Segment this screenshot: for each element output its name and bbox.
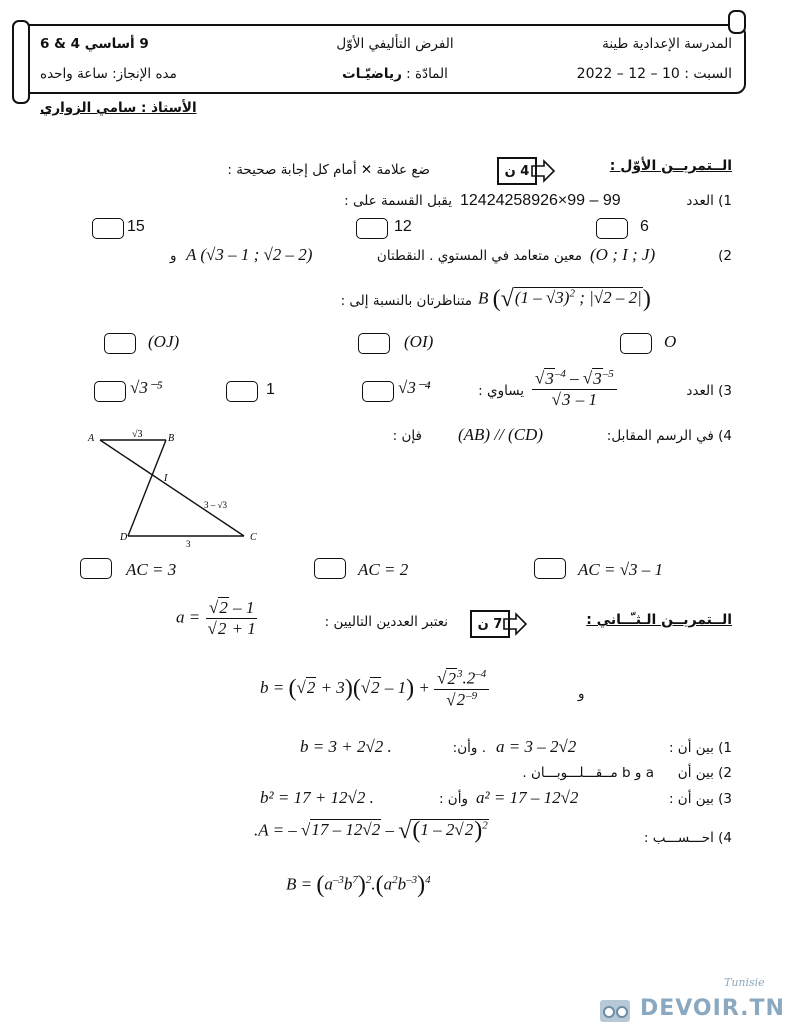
- header-box: [20, 24, 746, 94]
- q1-option-12: 12: [394, 218, 412, 235]
- ex2-and: و: [578, 686, 585, 702]
- q2-point-b: B (√(1 – √3)$^2$ ; |√2 – 2|): [478, 286, 651, 312]
- q2-option-o: O: [664, 332, 677, 351]
- item-3-mid: وأن :: [438, 791, 468, 807]
- item-2-text: a و b مــقـــلـــوبـــان .: [522, 765, 654, 781]
- q3-label: 3) العدد: [686, 383, 732, 399]
- q1-tail: يقبل القسمة على :: [344, 193, 452, 209]
- item-3-b: b² = 17 + 12√2 .: [260, 788, 374, 807]
- q4-option-1: AC = √3 – 1: [578, 560, 664, 579]
- def-b: b = (√2 + 3)(√2 – 1) + $\frac{√2^3.2^{-4}}{√2^{-9}}$: [260, 668, 489, 710]
- subject-name: رياضيّـات: [342, 66, 402, 82]
- q4-then: فإن :: [392, 428, 422, 444]
- item-1-a: a = 3 – 2√2: [496, 737, 577, 756]
- exercise-1-points: 4 ن: [497, 157, 537, 185]
- q2-label: 2): [718, 248, 732, 264]
- q3-fraction: $\frac{√3^{-4} - √3^{-5}}{√3 - 1}$: [532, 368, 617, 410]
- item-2-label: 2) بين أن: [677, 765, 732, 781]
- segment-ac: [100, 440, 244, 536]
- label-ab-length: √3: [132, 429, 143, 440]
- expr-a: .A = – √17 – 12√2 – √(1 – 2√2)$^2$: [254, 818, 488, 844]
- q2-option-o-checkbox[interactable]: [620, 333, 652, 354]
- q3-option-3: √3⁻⁵: [130, 378, 163, 397]
- subject-line: [300, 66, 490, 82]
- subject-label: المادّة :: [406, 66, 448, 82]
- q2-option-oj-checkbox[interactable]: [104, 333, 136, 354]
- q4-figure: [86, 424, 276, 548]
- exercise-2-intro: نعتبر العددين التاليين :: [324, 614, 448, 630]
- item-3-label: 3) بين أن :: [668, 791, 732, 807]
- q3-option-1: √3⁻⁴: [398, 378, 431, 397]
- label-a: A: [88, 433, 95, 444]
- class-level: 9 أساسي 4 & 6: [40, 36, 149, 52]
- q3-option-1-checkbox[interactable]: [362, 381, 394, 402]
- q3-equals: يساوي :: [478, 383, 524, 399]
- exercise-1-title: الــتمريــن الأوّل :: [609, 158, 732, 174]
- expr-b: $B = (a^{-3}b^7)^2.(a^2b^{-3})^4$: [286, 872, 431, 898]
- q3-option-3-checkbox[interactable]: [94, 381, 126, 402]
- item-1-b: b = 3 + 2√2 .: [300, 737, 392, 756]
- def-a: a = $\frac{√2 - 1}{√2 + 1}$: [176, 598, 256, 638]
- q1-label: 1) العدد: [686, 193, 732, 209]
- exercise-1-instruction: ضع علامة ✕ أمام كل إجابة صحيحة :: [227, 162, 430, 178]
- q2-point-a: A (√3 – 1 ; √2 – 2): [186, 245, 313, 264]
- segment-bd: [128, 440, 166, 536]
- q2-option-oi-checkbox[interactable]: [358, 333, 390, 354]
- devoir-logo-text: DEVOIR.TN: [640, 996, 785, 1021]
- exam-duration: مده الإنجاز: ساعة واحده: [40, 66, 177, 82]
- q2-option-oj: (OJ): [148, 332, 180, 351]
- item-4-label: 4) احـــســـب :: [643, 830, 732, 846]
- q1-option-6-checkbox[interactable]: [596, 218, 628, 239]
- q2-text: معين متعامد في المستوي . النقطتان: [376, 248, 582, 264]
- q3-option-2: 1: [266, 381, 275, 398]
- label-b: B: [168, 433, 175, 444]
- exam-date: السبت : 10 – 12 – 2022: [576, 66, 732, 82]
- exercise-2-points: 7 ن: [470, 610, 510, 638]
- devoir-logo-tag: Tunisie: [724, 976, 765, 989]
- scroll-ornament-left: [12, 20, 30, 104]
- q2-option-oi: (OI): [404, 332, 434, 351]
- label-d: D: [120, 532, 128, 543]
- q1-option-12-checkbox[interactable]: [356, 218, 388, 239]
- arrow-icon: [530, 160, 556, 182]
- teacher-name: الأستاذ : سامي الزواري: [40, 100, 197, 116]
- q1-option-6: 6: [640, 218, 649, 235]
- arrow-icon: [502, 613, 528, 635]
- item-1-label: 1) بين أن :: [668, 740, 732, 756]
- q4-option-2-checkbox[interactable]: [314, 558, 346, 579]
- q4-condition: (AB) // (CD): [458, 425, 543, 444]
- q4-label: 4) في الرسم المقابل:: [606, 428, 732, 444]
- q2-frame: (O ; I ; J): [590, 245, 656, 264]
- q1-option-15: 15: [127, 218, 145, 235]
- q4-option-3-checkbox[interactable]: [80, 558, 112, 579]
- q1-option-15-checkbox[interactable]: [92, 218, 124, 239]
- q2-and: و: [170, 248, 177, 264]
- q1-expression: 12424258926×99 – 99: [460, 192, 621, 209]
- item-3-a: a² = 17 – 12√2: [476, 788, 579, 807]
- q4-option-1-checkbox[interactable]: [534, 558, 566, 579]
- q4-option-3: AC = 3: [126, 560, 177, 579]
- label-ic-length: 3 – √3: [204, 500, 227, 510]
- scroll-ornament-right: [728, 10, 746, 34]
- q4-option-2: AC = 2: [358, 560, 409, 579]
- q2-text-2: متناظرتان بالنسبة إلى :: [340, 293, 472, 309]
- q3-option-2-checkbox[interactable]: [226, 381, 258, 402]
- label-c: C: [250, 532, 257, 543]
- label-dc-length: 3: [186, 539, 191, 549]
- school-name: المدرسة الإعدادية طينة: [602, 36, 732, 52]
- label-i: I: [164, 473, 168, 484]
- item-1-mid: . وأن:: [452, 740, 486, 756]
- exercise-2-title: الــتمريــن الـثـّــاني :: [586, 612, 732, 628]
- devoir-logo-icon: [596, 998, 636, 1026]
- exam-title: الفرض التأليفي الأوّل: [336, 36, 454, 52]
